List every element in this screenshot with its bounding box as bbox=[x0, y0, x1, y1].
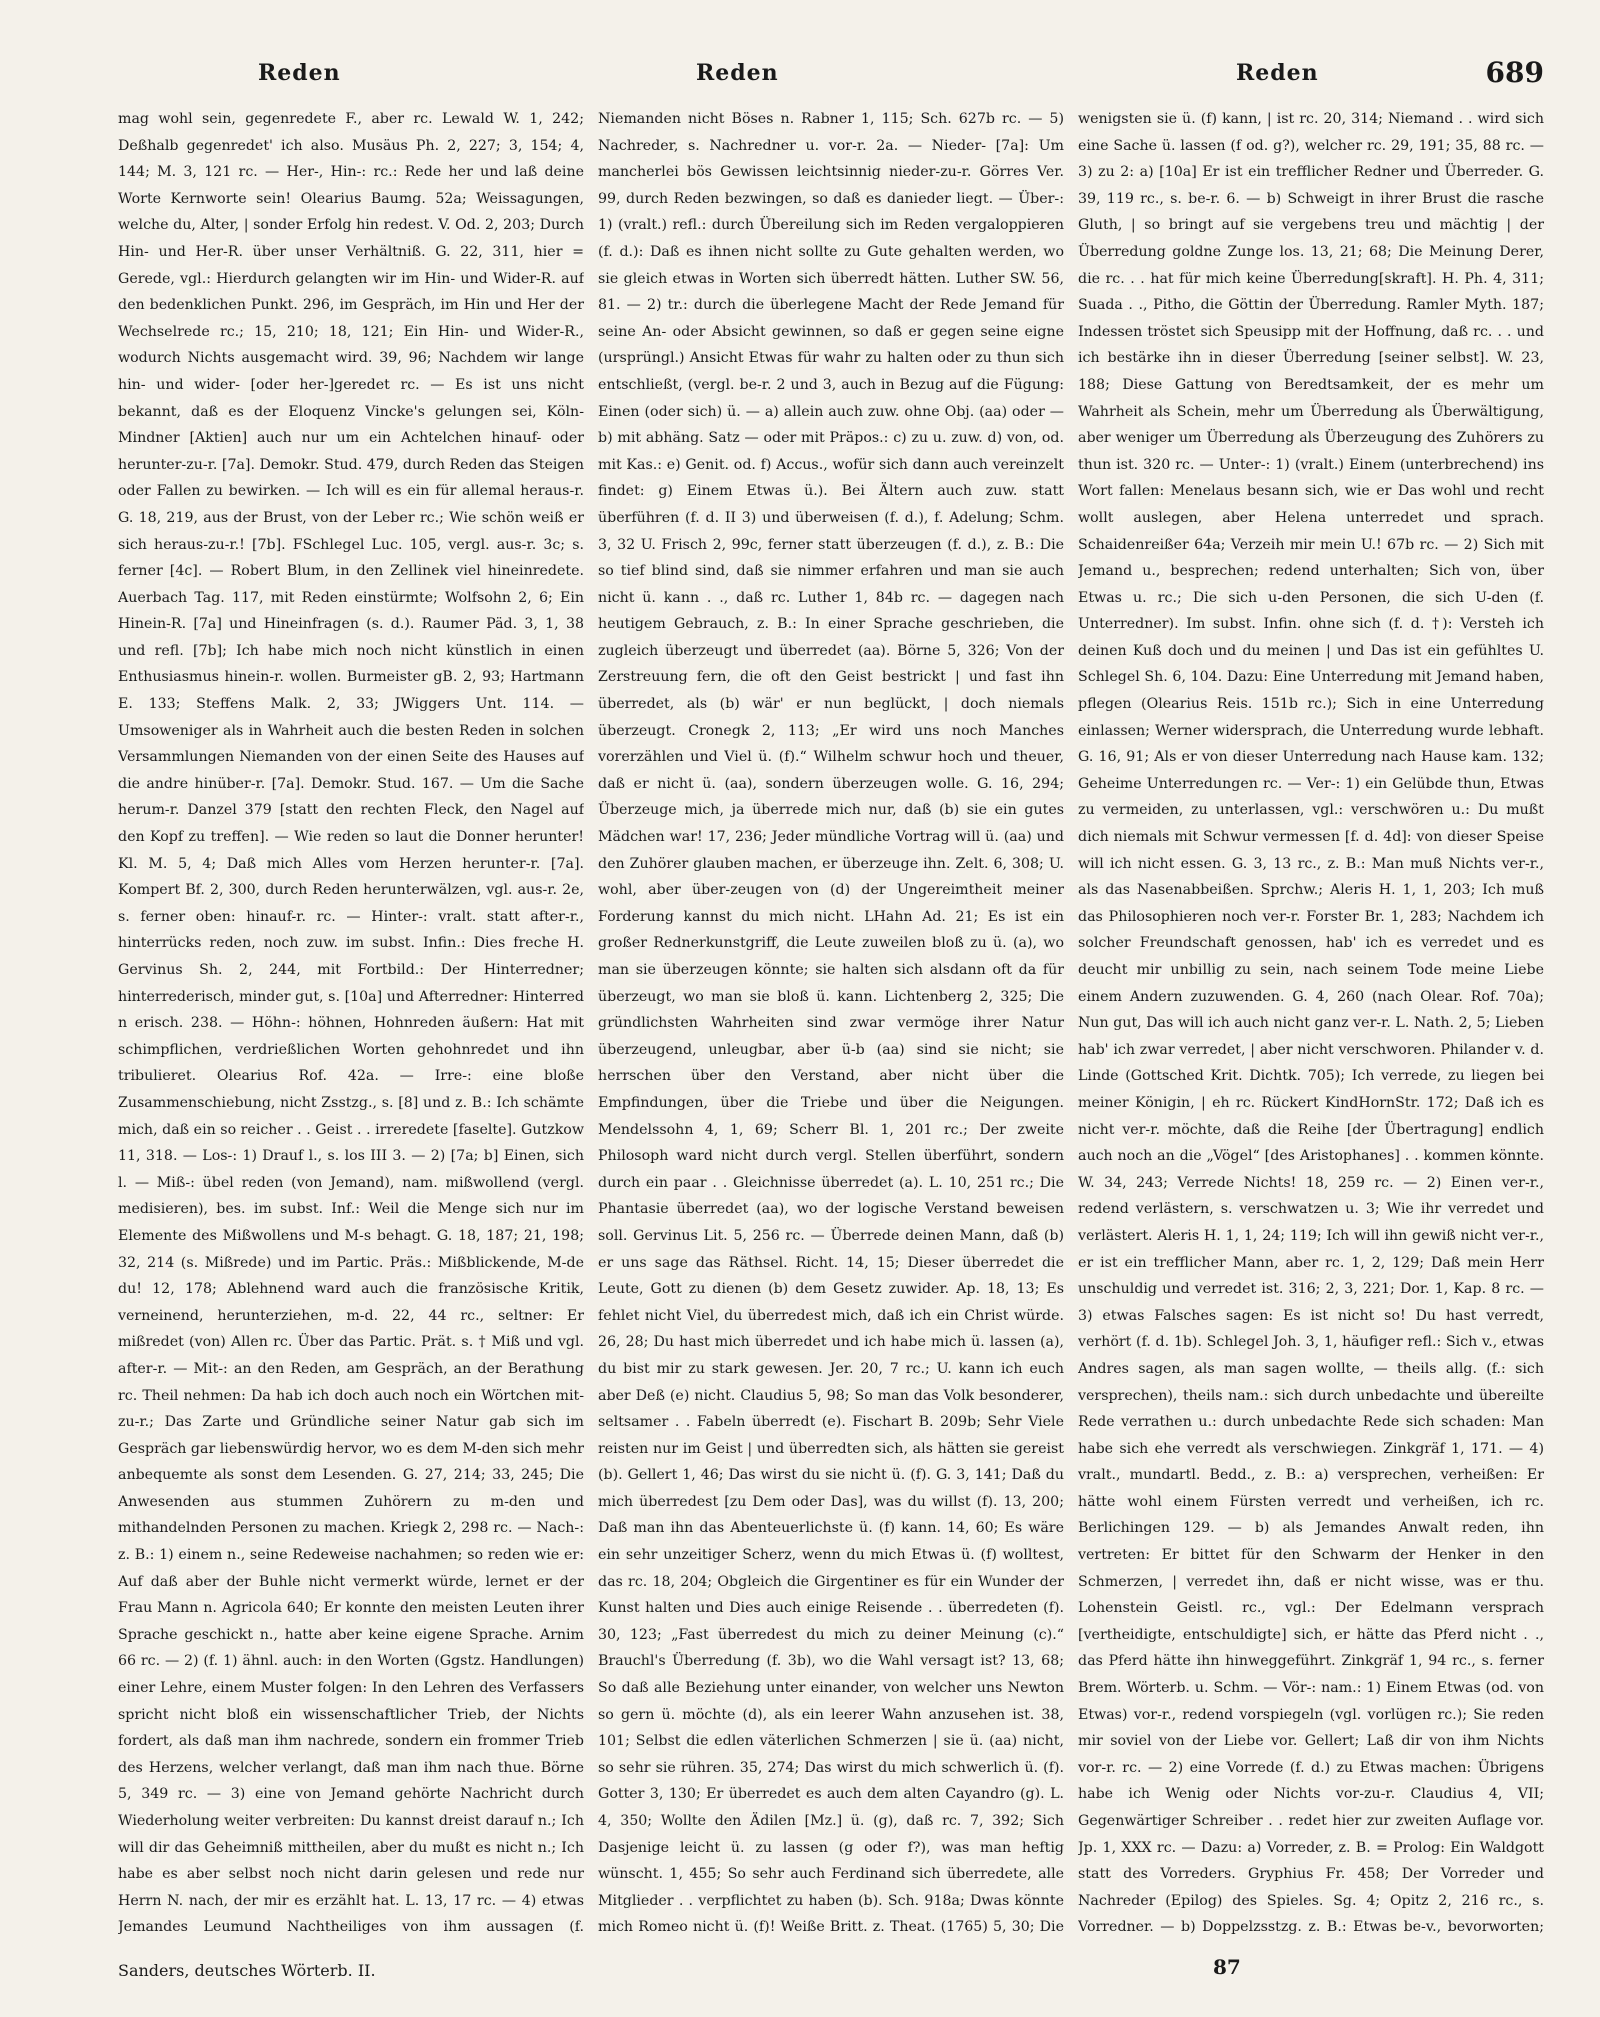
column-3 bbox=[1078, 106, 1544, 1936]
signature-mark: 87 bbox=[1213, 1955, 1241, 1979]
column-text: wenigsten sie ü. (f) kann, | ist rc. 20, 314; Niemand . . wird sich eine Sache ü. lassen (f od. g?), welcher rc. 29, 191; 35, 88 rc. — 3) zu 2: a) [10a] Er ist ein trefflicher Redner und Überreder. G. 39, 119 rc., s. be-r. 6. — b) Schweigt in ihrer Brust die rasche Gluth, | so bringt auf sie vergebens treu und mächtig | der Überredung goldne Zunge los. 13, 21; 68; Die Meinung Derer, die rc. . . hat für mich keine Überredung[skraft]. H. Ph. 4, 311; Suada . ., Pitho, die Göttin der Überredung. Ramler Myth. 187; Indessen tröstet sich Speusipp mit der Hoffnung, daß rc. . . und ich bestärke ihn in dieser Überredung [seiner selbst]. W. 23, 188; Diese Gattung von Beredtsamkeit, der es mehr um Wahrheit als Schein, mehr um Überredung als Überwältigung, aber weniger um Überredung als Überzeugung des Zuhörers zu thun ist. 320 rc. — Unter-: 1) (vralt.) Einem (unterbrechend) ins Wort fallen: Menelaus besann sich, wie er Das wohl und recht wollt auslegen, aber Helena unterredet und sprach. Schaidenreißer 64a; Verzeih mir mein U.! 67b rc. — 2) Sich mit Jemand u., besprechen; redend unterhalten; Sich von, über Etwas u. rc.; Die sich u-den Personen, die sich U-den (f. Unterredner). Im subst. Infin. ohne sich (f. d. †): Versteh ich deinen Kuß doch und du meinen | und Das ist ein gefühltes U. Schlegel Sh. 6, 104. Dazu: Eine Unterredung mit Jemand haben, pflegen (Olearius Reis. 151b rc.); Sich in eine Unterredung einlassen; Werner widersprach, die Unterredung wurde lebhaft. G. 16, 91; Als er von dieser Unterredung nach Hause kam. 132; Geheime Unterredungen rc. — Ver-: 1) ein Gelübde thun, Etwas zu vermeiden, zu unterlassen, vgl.: verschwören u.: Du mußt dich niemals mit Schwur vermessen [f. d. 4d]: von dieser Speise will ich nicht essen. G. 3, 13 rc., z. B.: Man muß Nichts ver-r., als das Nasenabbeißen. Sprchw.; Aleris H. 1, 1, 203; Ich muß das Philosophieren noch ver-r. Forster Br. 1, 283; Nachdem ich solcher Freundschaft genossen, hab' ich es verredet und es deucht mir unbillig zu sein, nach seinem Tode meine Liebe einem Andern zuzuwenden. G. 4, 260 (nach Olear. Rof. 70a); Nun gut, Das will ich auch nicht ganz ver-r. L. Nath. 2, 5; Lieben hab' ich zwar verredet, | aber nicht verschworen. Philander v. d. Linde (Gottsched Krit. Dichtk. 705); Ich verrede, zu liegen bei meiner Königin, | eh rc. Rückert KindHornStr. 172; Daß ich es nicht ver-r. möchte, daß die Reihe [der Übertragung] endlich auch noch an die „Vögel“ [des Aristophanes] . . kommen könnte. W. 34, 243; Verrede Nichts! 18, 259 rc. — 2) Einen ver-r., redend verlästern, s. verschwatzen u. 3; Wie ihr verredet und verlästert. Aleris H. 1, 1, 24; 119; Ich will ihn gewiß nicht ver-r., er ist ein trefflicher Mann, aber rc. 1, 2, 129; Daß mein Herr unschuldig und verredet ist. 316; 2, 3, 221; Dor. 1, Kap. 8 rc. — 3) etwas Falsches sagen: Es ist nicht so! Du hast verredt, verhört (f. d. 1b). Schlegel Joh. 3, 1, häufiger refl.: Sich v., etwas Andres sagen, als man sagen wollte, — theils allg. (f.: sich versprechen), theils nam.: sich durch unbedachte und übereilte Rede verrathen u.: durch unbedachte Rede sich schaden: Man habe sich ehe verredt als verschwiegen. Zinkgräf 1, 171. — 4) vralt., mundartl. Bedd., z. B.: a) versprechen, verheißen: Er hätte wohl einem Fürsten verredt und verheißen, ich rc. Berlichingen 129. — b) als Jemandes Anwalt reden, ihn vertreten: Er bittet für den Schwarm der Henker in den Schmerzen, | verredet ihn, daß er nicht wisse, was er thu. Lohenstein Geistl. rc., vgl.: Der Edelmann versprach [vertheidigte, entschuldigte] sich, er hätte das Pferd nicht . ., das Pferd hätte ihn hinweggeführt. Zinkgräf 1, 94 rc., s. ferner Brem. Wörterb. u. Schm. — Vör-: nam.: 1) Einem Etwas (od. von Etwas) vor-r., redend vorspiegeln (vgl. vorlügen rc.); Sie reden mir soviel von der Liebe vor. Gellert; Laß dir von ihm Nichts vor-r. rc. — 2) eine Vorrede (f. d.) zu Etwas machen: Übrigens habe ich Wenig oder Nichts vor-zu-r. Claudius 4, VII; Gegenwärtiger Schreiber . . redet hier zur zweiten Auflage vor. Jp. 1, XXX rc. — Dazu: a) Vorreder, z. B. = Prolog: Ein Waldgott statt des Vorreders. Gryphius Fr. 458; Der Vorreder und Nachreder (Epilog) des Spieles. Sg. 4; Opitz 2, 216 rc., s. Vorredner. — b) Doppelzsstzg. z. B.: Etwas be-v., bevorworten; bbox=[1078, 111, 1544, 1936]
column-2 bbox=[598, 106, 1064, 1936]
column-text: Niemanden nicht Böses n. Rabner 1, 115; Sch. 627b rc. — 5) Nachreder, s. Nachredner u. vor-r. 2a. — Nieder- [7a]: Um mancherlei bös Gewissen leichtsinnig nieder-zu-r. Görres Ver. 99, durch Reden bezwingen, so daß es danieder liegt. — Über-: 1) (vralt.) refl.: durch Übereilung sich im Reden vergaloppieren (f. d.): Daß es ihnen nicht sollte zu Gute gehalten werden, wo sie gleich etwas in Worten sich überredt hätten. Luther SW. 56, 81. — 2) tr.: durch die überlegene Macht der Rede Jemand für seine An- oder Absicht gewinnen, so daß er gegen seine eigne (ursprüngl.) Ansicht Etwas für wahr zu halten oder zu thun sich entschließt, (vergl. be-r. 2 und 3, auch in Bezug auf die Fügung: Einen (oder sich) ü. — a) allein auch zuw. ohne Obj. (aa) oder — b) mit abhäng. Satz — oder mit Präpos.: c) zu u. zuw. d) von, od. mit Kas.: e) Genit. od. f) Accus., wofür sich dann auch vereinzelt findet: g) Einem Etwas ü.). Bei Ältern auch zuw. statt überführen (f. d. II 3) und überweisen (f. d.), f. Adelung; Schm. 3, 32 U. Frisch 2, 99c, ferner statt überzeugen (f. d.), z. B.: Die so tief blind sind, daß sie nimmer erfahren und man sie auch nicht ü. kann . ., daß rc. Luther 1, 84b rc. — dagegen nach heutigem Gebrauch, z. B.: In einer Sprache geschrieben, die zugleich überzeugt und überredet (aa). Börne 5, 326; Von der Zerstreuung fern, die oft den Geist bestrickt | und fast ihn überredet, als (b) wär' er nun beglückt, | doch niemals überzeugt. Cronegk 2, 113; „Er wird uns noch Manches vorerzählen und Viel ü. (f).“ Wilhelm schwur hoch und theuer, daß er nicht ü. (aa), sondern überzeugen wolle. G. 16, 294; Überzeuge mich, ja überrede mich nur, daß (b) sie ein gutes Mädchen war! 17, 236; Jeder mündliche Vortrag will ü. (aa) und den Zuhörer glauben machen, er überzeuge ihn. Zelt. 6, 308; U. wohl, aber über-zeugen von (d) der Ungereimtheit meiner Forderung kannst du mich nicht. LHahn Ad. 21; Es ist ein großer Rednerkunstgriff, die Leute zuweilen bloß zu ü. (a), wo man sie überzeugen könnte; sie halten sich alsdann oft da für überzeugt, wo man sie bloß ü. kann. Lichtenberg 2, 325; Die gründlichsten Wahrheiten sind zwar vermöge ihrer Natur überzeugend, unleugbar, aber ü-b (aa) sind sie nicht; sie herrschen über den Verstand, aber nicht über die Empfindungen, über die Triebe und über die Neigungen. Mendelssohn 4, 1, 69; Scherr Bl. 1, 201 rc.; Der zweite Philosoph ward nicht durch vergl. Stellen überführt, sondern durch ein paar . . Gleichnisse überredet (a). L. 10, 251 rc.; Die Phantasie überredet (aa), wo der logische Verstand beweisen soll. Gervinus Lit. 5, 256 rc. — Überrede deinen Mann, daß (b) er uns sage das Räthsel. Richt. 14, 15; Dieser überredet die Leute, Gott zu dienen (b) dem Gesetz zuwider. Ap. 18, 13; Es fehlet nicht Viel, du überredest mich, daß ich ein Christ würde. 26, 28; Du hast mich überredet und ich habe mich ü. lassen (a), du bist mir zu stark gewesen. Jer. 20, 7 rc.; U. kann ich euch aber Deß (e) nicht. Claudius 5, 98; So man das Volk besonderer, seltsamer . . Fabeln überredt (e). Fischart B. 209b; Sehr Viele reisten nur im Geist | und überredten sich, als hätten sie gereist (b). Gellert 1, 46; Das wirst du sie nicht ü. (f). G. 3, 141; Daß du mich überredest [zu Dem oder Das], was du willst (f). 13, 200; Daß man ihn das Abenteuerlichste ü. (f) kann. 14, 60; Es wäre ein sehr unzeitiger Scherz, wenn du mich Etwas ü. (f) wolltest, das rc. 18, 204; Obgleich die Girgentiner es für ein Wunder der Kunst halten und Dies auch einige Reisende . . überredeten (f). 30, 123; „Fast überredest du mich zu deiner Meinung (c).“ Brauchl's Überredung (f. 3b), wo die Wahl versagt ist? 13, 68; So daß alle Beziehung unter einander, von welcher uns Newton so gern ü. möchte (d), als ein leerer Wahn anzusehen ist. 38, 101; Selbst die edlen väterlichen Schmerzen | sie ü. (aa) nicht, so sehr sie rühren. 35, 274; Das wirst du mich schwerlich ü. (f). Gotter 3, 130; Er überredet es auch dem alten Cayandro (g). L. 4, 350; Wollte den Ädilen [Mz.] ü. (g), daß rc. 7, 392; Sich Dasjenige leicht ü. zu lassen (g oder f?), was man heftig wünscht. 1, 455; So sehr auch Ferdinand sich überredete, alle Mitglieder . . verpflichtet zu haben (b). Sch. 918a; Dwas könnte mich Romeo nicht ü. (f)! Weiße Britt. z. Theat. (1765) 5, 30; Die bbox=[598, 111, 1064, 1936]
running-head-left: Reden bbox=[258, 60, 341, 86]
column-text: mag wohl sein, gegenredete F., aber rc. Lewald W. 1, 242; Deßhalb gegenredet' ich also. Musäus Ph. 2, 227; 3, 154; 4, 144; M. 3, 121 rc. — Her-, Hin-: rc.: Rede her und laß deine Worte Kernworte sein! Olearius Baumg. 52a; Weissagungen, welche du, Alter, | sonder Erfolg hin redest. V. Od. 2, 203; Durch Hin- und Her-R. über unser Verhältniß. G. 22, 311, hier = Gerede, vgl.: Hierdurch gelangten wir im Hin- und Wider-R. auf den bedenklichen Punkt. 296, im Gespräch, im Hin und Her der Wechselrede rc.; 15, 210; 18, 121; Ein Hin- und Wider-R., wodurch Nichts ausgemacht wird. 39, 96; Nachdem wir lange hin- und wider- [oder her-]geredet rc. — Es ist uns nicht bekannt, daß es der Eloquenz Vincke's gelungen sei, Köln-Mindner [Aktien] auch nur um ein Achtelchen hinauf- oder herunter-zu-r. [7a]. Demokr. Stud. 479, durch Reden das Steigen oder Fallen zu bewirken. — Ich will es ein für allemal heraus-r. G. 18, 219, aus der Brust, von der Leber rc.; Wie schön weiß er sich heraus-zu-r.! [7b]. FSchlegel Luc. 105, vergl. aus-r. 3c; s. ferner [4c]. — Robert Blum, in den Zellinek viel hineinredete. Auerbach Tag. 117, mit Reden einstürmte; Wolfsohn 2, 6; Ein Hinein-R. [7a] und Hineinfragen (s. d.). Raumer Päd. 3, 1, 38 und refl. [7b]; Ich habe mich noch nicht künstlich in einen Enthusiasmus hinein-r. wollen. Burmeister gB. 2, 93; Hartmann E. 133; Steffens Malk. 2, 33; JWiggers Unt. 114. — Umsoweniger als in Wahrheit auch die besten Reden in solchen Versammlungen Niemanden von der einen Seite des Hauses auf die andre hinüber-r. [7a]. Demokr. Stud. 167. — Um die Sache herum-r. Danzel 379 [statt den rechten Fleck, den Nagel auf den Kopf zu treffen]. — Wie reden so laut die Donner herunter! Kl. M. 5, 4; Daß mich Alles vom Herzen herunter-r. [7a]. Kompert Bf. 2, 300, durch Reden herunterwälzen, vgl. aus-r. 2e, s. ferner oben: hinauf-r. rc. — Hinter-: vralt. statt after-r., hinterrücks reden, noch zuw. im subst. Infin.: Dies freche H. Gervinus Sh. 2, 244, mit Fortbild.: Der Hinterredner; hinterrederisch, minder gut, s. [10a] und Afterredner: Hinterred n erisch. 238. — Höhn-: höhnen, Hohnreden äußern: Hat mit schimpflichen, verdrießlichen Worten gehohnredet und ihn tribulieret. Olearius Rof. 42a. — Irre-: eine bloße Zusammenschiebung, nicht Zsstzg., s. [8] und z. B.: Ich schämte mich, daß ein so reicher . . Geist . . irreredete [faselte]. Gutzkow 11, 318. — Los-: 1) Drauf l., s. los III 3. — 2) [7a; b] Einen, sich l. — Miß-: übel reden (von Jemand), nam. mißwollend (vergl. medisieren), bes. im subst. Inf.: Weil die Menge sich nur im Elemente des Mißwollens und M-s behagt. G. 18, 187; 21, 198; 32, 214 (s. Mißrede) und im Partic. Präs.: Mißblickende, M-de du! 12, 178; Ablehnend ward auch die französische Kritik, verneinend, herunterziehen, m-d. 22, 44 rc., seltner: Er mißredet (von) Allen rc. Über das Partic. Prät. s. † Miß und vgl. after-r. — Mit-: an den Reden, am Gespräch, an der Berathung rc. Theil nehmen: Da hab ich doch auch noch ein Wörtchen mit-zu-r.; Das Zarte und Gründliche seiner Natur gab sich im Gespräch gar liebenswürdig hervor, wo es dem M-den sich mehr anbequemte als sonst dem Lesenden. G. 27, 214; 33, 245; Die Anwesenden aus stummen Zuhörern zu m-den und mithandelnden Personen zu machen. Kriegk 2, 298 rc. — Nach-: z. B.: 1) einem n., seine Redeweise nachahmen; so reden wie er: Auf daß aber der Buhle nicht vermerkt würde, lernet er der Frau Mann n. Agricola 640; Er konnte den meisten Leuten ihrer Sprache geschickt n., hatte aber keine eigene Sprache. Arnim 66 rc. — 2) (f. 1) ähnl. auch: in den Worten (Ggstz. Handlungen) einer Lehre, einem Muster folgen: In den Lehren des Verfassers spricht nicht bloß ein wissenschaftlicher Trieb, der Nichts fordert, als daß man ihm nachrede, sondern ein frommer Trieb des Herzens, welcher verlangt, daß man ihm nach thue. Börne 5, 349 rc. — 3) eine von Jemand gehörte Nachricht durch Wiederholung weiter verbreiten: Du kannst dreist darauf n.; Ich will dir das Geheimniß mittheilen, aber du mußt es nicht n.; Ich habe es aber selbst noch nicht darin gelesen und rede nur Herrn N. nach, der mir es erzählt hat. L. 13, 17 rc. — 4) etwas Jemandes Leumund Nachtheiliges von ihm aussagen (f. bbox=[118, 111, 584, 1936]
page-footer bbox=[118, 1955, 1544, 1991]
book-title-footer: Sanders, deutsches Wörterb. II. bbox=[118, 1961, 376, 1980]
page-header bbox=[118, 56, 1544, 106]
running-head-right: Reden bbox=[1236, 60, 1319, 86]
page-number: 689 bbox=[1485, 56, 1544, 89]
running-head-middle: Reden bbox=[696, 60, 779, 86]
text-columns bbox=[118, 106, 1544, 1936]
column-1 bbox=[118, 106, 584, 1936]
